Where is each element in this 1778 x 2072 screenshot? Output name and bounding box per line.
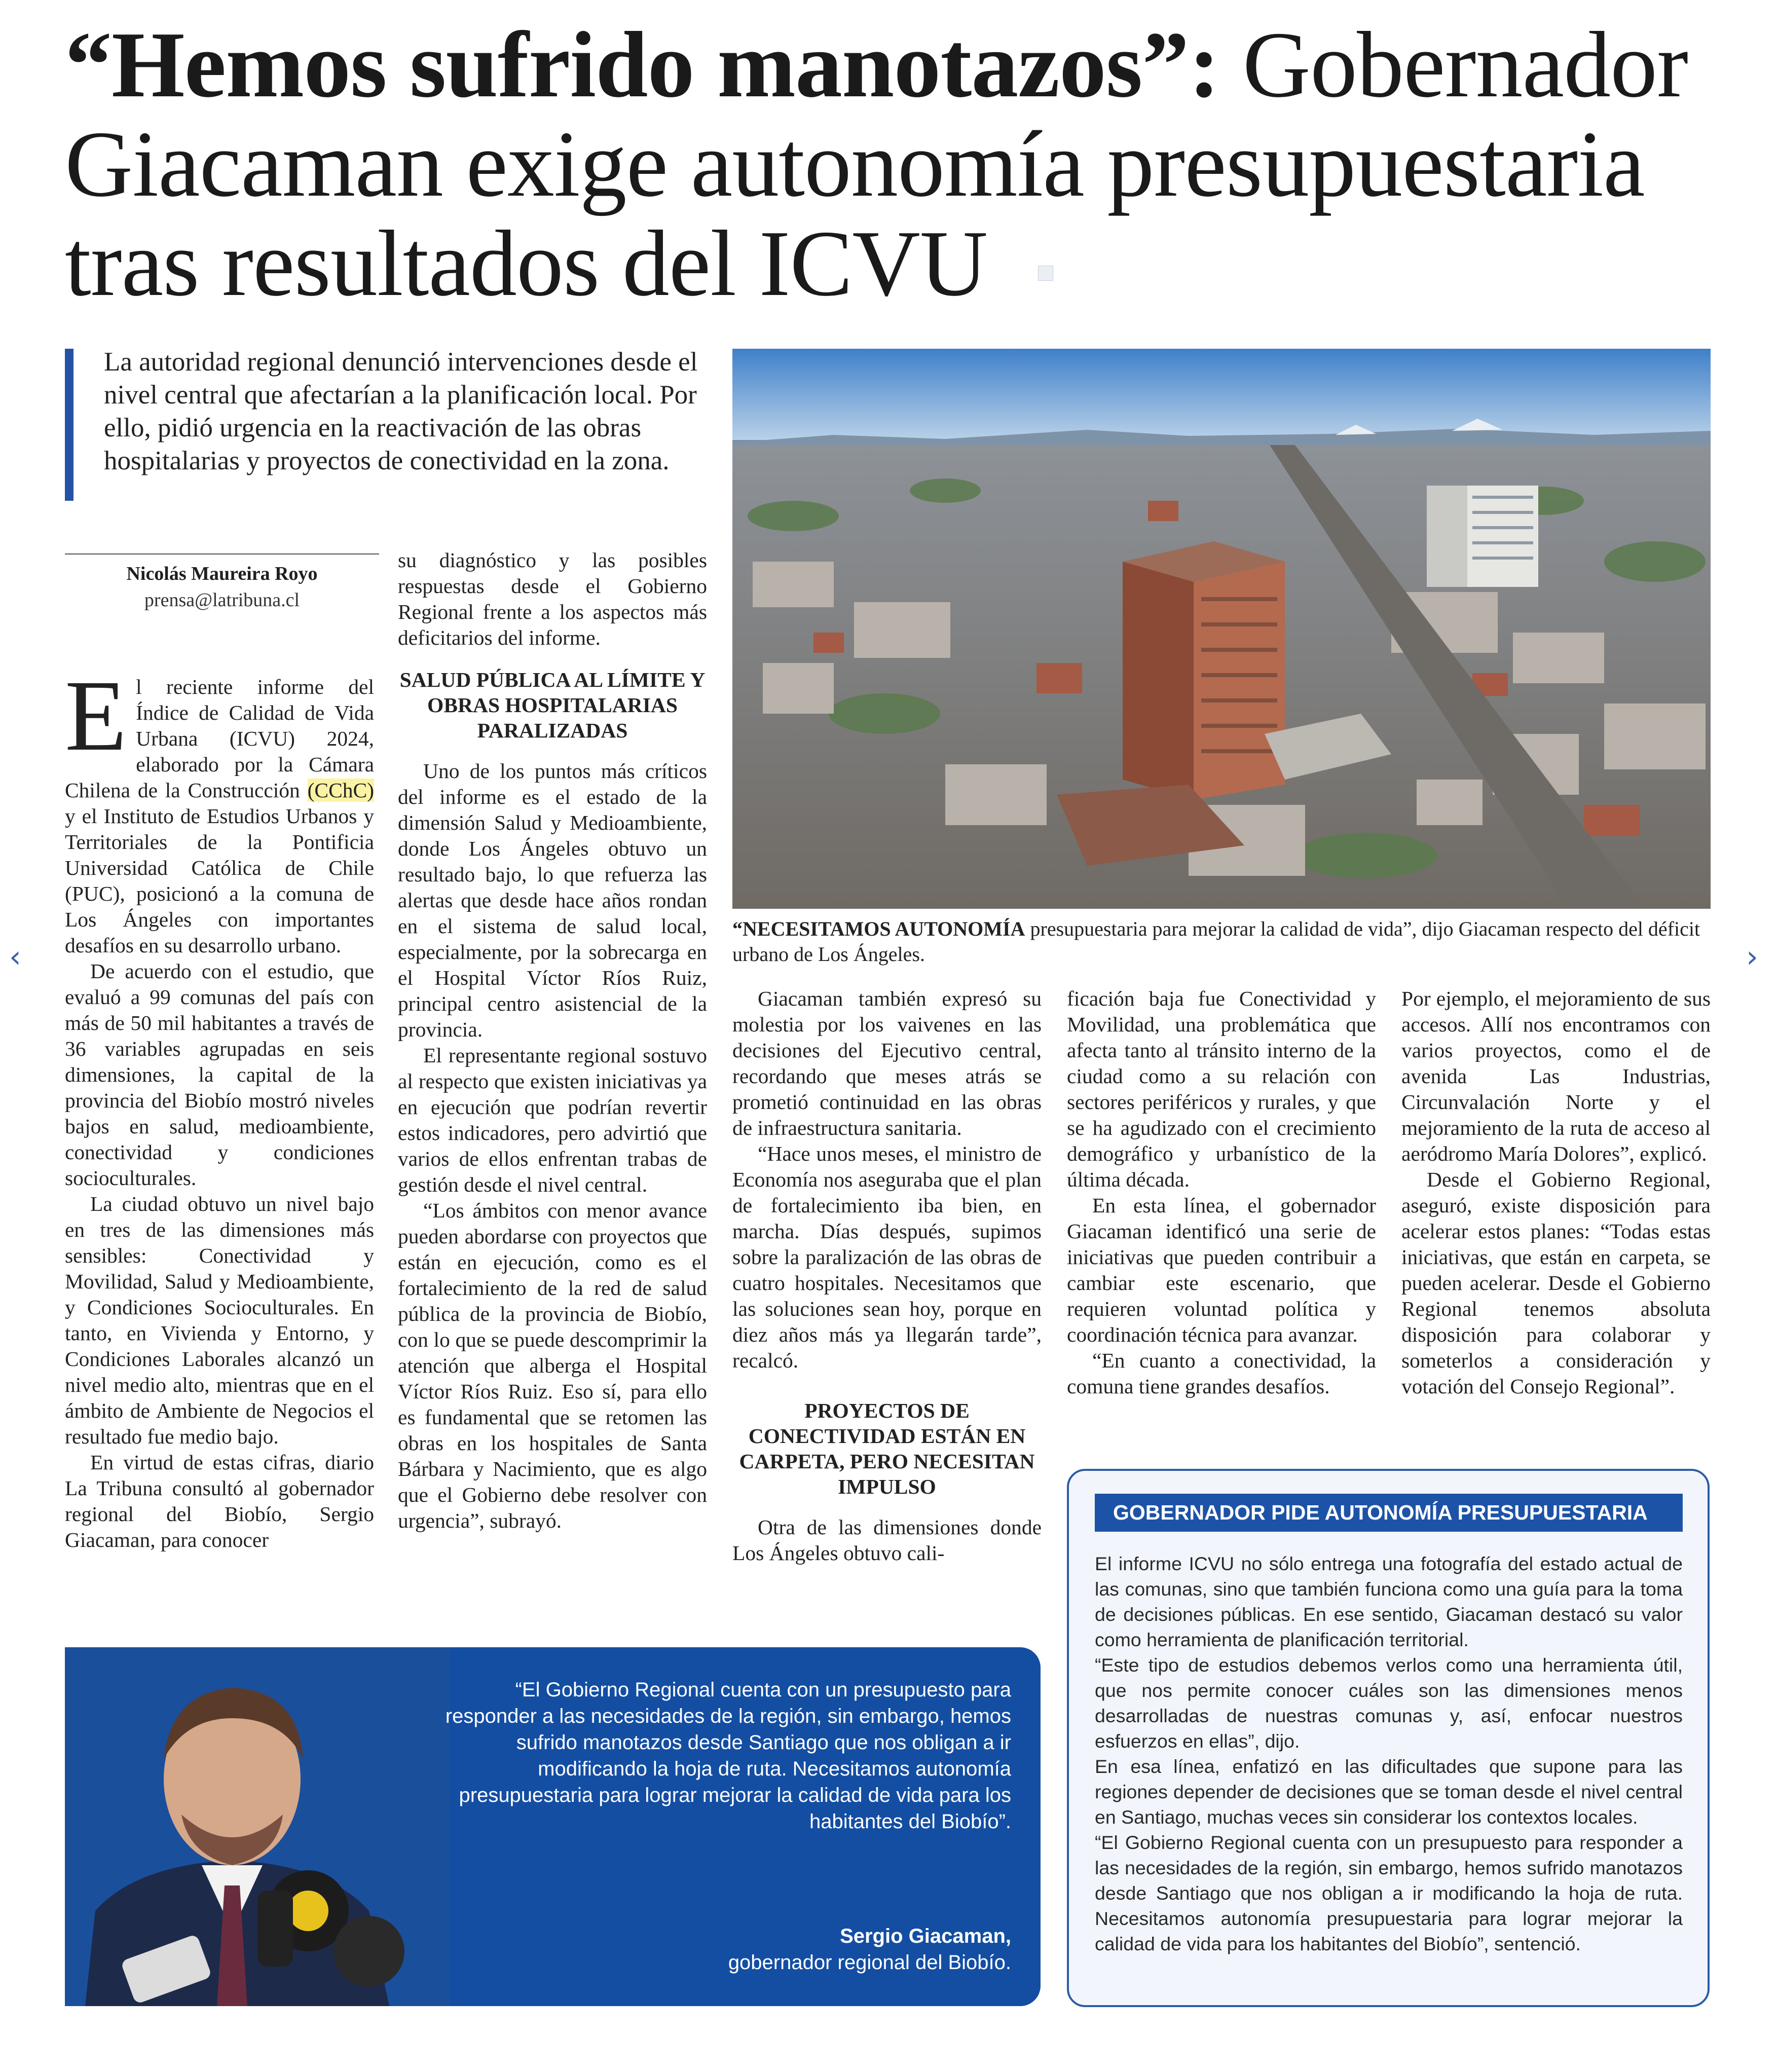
prev-page-arrow-icon[interactable]: ‹ (9, 939, 21, 975)
lead-paragraph: La autoridad regional denunció intervenciones desde el nivel central que afectarían a la planificación local. Por ello, pidió urgencia en la reactivación de las obras hospitalarias y proyectos de conectividad en la zona. (104, 347, 698, 475)
byline-divider (65, 553, 379, 554)
photo-caption (732, 916, 1711, 967)
brick-tower (1123, 541, 1285, 800)
headline-bold: “Hemos sufrido manotazos”: (65, 13, 1220, 117)
quote-author-name: Sergio Giacaman, (840, 1925, 1011, 1947)
paragraph: Por ejemplo, el mejoramiento de sus accesos. Allí nos encontramos con varios proyectos, como el de avenida Las Industrias, Circunvalación Norte y el mejoramiento de la ruta de acceso al aeródromo María Dolores”, explicó. (1401, 987, 1711, 1165)
paragraph (65, 660, 374, 958)
paragraph: Desde el Gobierno Regional, aseguró, existe disposición para acelerar estos planes: “Todas estas iniciativas, que están en carpeta, se pueden acelerar. Desde el Gobierno Regional tenemos absoluta disposición para colaborar y someterlos a consideración y votación del Consejo Regional”. (1401, 1168, 1711, 1398)
aerial-city-illustration (732, 349, 1711, 909)
text-run: y el Instituto de Estudios Urbanos y Territoriales de la Pontificia Universidad Católica de Chile (PUC), posicionó a la comuna de Los Ángeles con importantes desafíos en su desarrollo urbano. (65, 804, 374, 957)
sidebar-paragraph: “El Gobierno Regional cuenta con un presupuesto para responder a las necesidades de la región, sin embargo, hemos sufrido manotazos desde Santiago que nos obligan a ir modificando la hoja de ruta. Necesitamos autonomía presupuestaria para lograr mejorar la calidad de vida para los habitantes del Biobío”, sentenció. (1095, 1832, 1683, 1954)
subheading-salud: SALUD PÚBLICA AL LÍMITE Y OBRAS HOSPITALARIAS PARALIZADAS (399, 668, 706, 742)
sidebar-body (1095, 1551, 1683, 1956)
paragraph: En virtud de estas cifras, diario La Tribuna consultó al gobernador regional del Biobío, Sergio Giacaman, para conocer (65, 1451, 374, 1551)
quote-author-role: gobernador regional del Biobío. (728, 1951, 1011, 1974)
paragraph: su diagnóstico y las posibles respuestas desde el Gobierno Regional frente a los aspectos más deficitarios del informe. (398, 548, 707, 649)
paragraph: De acuerdo con el estudio, que evaluó a 99 comunas del país con más de 50 mil habitantes a través de 36 variables agrupadas en seis dimensiones, la capital de la provincia del Biobío mostró niveles bajos en salud, medioambiente, conectividad y condiciones socioculturales. (65, 959, 374, 1190)
sidebar-paragraph: El informe ICVU no sólo entrega una fotografía del estado actual de las comunas, sino que también funciona como una guía para la toma de decisiones públicas. En ese sentido, Giacaman destacó su valor como herramienta de planificación territorial. (1095, 1553, 1683, 1650)
paragraph: “En cuanto a conectividad, la comuna tiene grandes desafíos. (1067, 1349, 1376, 1398)
column-2 (398, 547, 707, 1534)
paragraph: La ciudad obtuvo un nivel bajo en tres de las dimensiones más sensibles: Conectividad y Movilidad, Salud y Medioambiente, y Condiciones Socioculturales. En tanto, en Vivienda y Entorno, y Condiciones Laborales alcanzó un nivel medio alto, mientras que en el ámbito de Ambiente de Negocios el resultado fue medio bajo. (65, 1192, 374, 1448)
paragraph: En esta línea, el gobernador Giacaman identificó una serie de iniciativas que pueden contribuir a cambiar este escenario, que requieren voluntad política y coordinación técnica para avanzar. (1067, 1194, 1376, 1346)
paragraph: El representante regional sostuvo al respecto que existen iniciativas ya en ejecución que podrían revertir estos indicadores, pero advirtió que varios de ellos enfrentan trabas de gestión desde el nivel central. (398, 1044, 707, 1196)
headline (65, 13, 1737, 316)
next-page-arrow-icon[interactable]: › (1746, 939, 1758, 975)
document-icon[interactable] (1038, 266, 1053, 281)
column-3 (732, 986, 1042, 1566)
paragraph: Giacaman también expresó su molestia por los vaivenes en las decisiones del Ejecutivo central, recordando que meses atrás se prometió continuidad en las obras de infraestructura sanitaria. (732, 987, 1042, 1139)
byline-email[interactable]: prensa@latribuna.cl (144, 589, 300, 611)
byline-author: Nicolás Maureira Royo (126, 563, 318, 584)
paragraph: ficación baja fue Conectividad y Movilidad, una problemática que afecta tanto al tránsito interno de la ciudad como a su relación con sectores periféricos y rurales, y que se ha agudizado con el crecimiento demográfico y urbanístico de la última década. (1067, 987, 1376, 1191)
text-run: l reciente informe del Índice de Calidad de Vida Urbana (ICVU) 2024, elaborado por la Cámara Chilena de la Construcción (65, 675, 374, 802)
paragraph: Uno de los puntos más críticos del informe es el estado de la dimensión Salud y Medioambiente, donde Los Ángeles obtuvo un resultado bajo, lo que refuerza las alertas que desde hace años rondan en el sistema de salud local, especialmente, por la sobrecarga en el Hospital Víctor Ríos Ruiz, principal centro asistencial de la provincia. (398, 759, 707, 1041)
highlighted-text: (CChC) (307, 779, 374, 802)
quote-text: “El Gobierno Regional cuenta con un presupuesto para responder a las necesidades de la región, sin embargo, hemos sufrido manotazos desde Santiago que nos obligan a ir modificando la hoja de ruta. Necesitamos autonomía presupuestaria para lograr mejorar la calidad de vida para los habitantes del Biobío”. (445, 1679, 1011, 1833)
caption-bold: “NECESITAMOS AUTONOMÍA (732, 917, 1025, 940)
sidebar-title: GOBERNADOR PIDE AUTONOMÍA PRESUPUESTARIA (1095, 1494, 1683, 1532)
governor-portrait (65, 1647, 450, 2006)
lead-accent-bar (65, 349, 73, 501)
column-4 (1067, 986, 1376, 1399)
subheading-conectividad: PROYECTOS DE CONECTIVIDAD ESTÁN EN CARPETA, PERO NECESITAN IMPULSO (739, 1399, 1035, 1498)
headline-rest: Gobernador Giacaman exige autonomía presupuestaria tras resultados del ICVU (65, 13, 1688, 316)
paragraph: “Hace unos meses, el ministro de Economía nos aseguraba que el plan de fortalecimiento iba bien, en marcha. Días después, supimos sobre la paralización de las obras de cuatro hospitales. Necesitamos que las soluciones sean hoy, porque en diez años más ya llegarán tarde”, recalcó. (732, 1142, 1042, 1372)
column-1 (65, 660, 374, 1553)
drop-cap: E (65, 660, 127, 772)
city-aerial-photo (732, 349, 1711, 909)
sidebar-paragraph: En esa línea, enfatizó en las dificultades que supone para las regiones depender de decisiones que se toman desde el nivel central en Santiago, muchas veces sin considerar los contextos locales. (1095, 1756, 1683, 1828)
sidebar-paragraph: “Este tipo de estudios debemos verlos como una herramienta útil, que nos permite conocer cuáles son las dimensiones menos desarrolladas de nuestras comunas y, así, enfocar nuestros esfuerzos en ellas”, dijo. (1095, 1654, 1683, 1752)
paragraph: Otra de las dimensiones donde Los Ángeles obtuvo cali- (732, 1515, 1042, 1565)
caption-rest: presupuestaria para mejorar la calidad de vida”, dijo Giacaman respecto del déficit urbano de Los Ángeles. (732, 917, 1700, 966)
column-5 (1401, 986, 1711, 1399)
paragraph: “Los ámbitos con menor avance pueden abordarse con proyectos que están en ejecución, como es el fortalecimiento de la red de salud pública de la provincia de Biobío, con lo que se puede descomprimir la atención que alberga el Hospital Víctor Ríos Ruiz. Eso sí, para ello es fundamental que se retomen las obras en los hospitales de Santa Bárbara y Nacimiento, que es algo que el Gobierno debe resolver con urgencia”, subrayó. (398, 1199, 707, 1532)
white-tower (1427, 486, 1538, 587)
